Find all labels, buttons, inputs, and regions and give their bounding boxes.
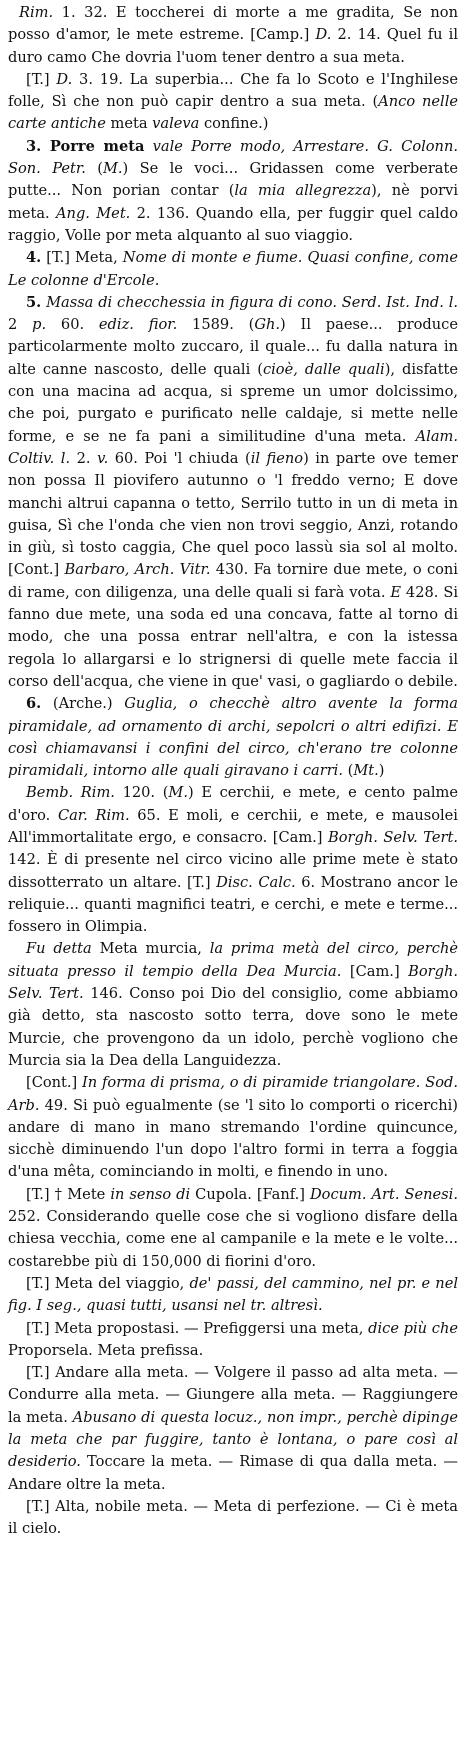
text-run: [T.] † Mete	[26, 1185, 111, 1203]
text-run: 430. Fa tornire due mete, o coni di rame, con diligenza, una delle quali si farà vota.	[8, 561, 458, 601]
italic-run: Borgh. Selv. Tert.	[8, 962, 459, 1003]
italic-run: vale Porre modo, Arrestare. G. Colonn. Son. Petr.	[8, 137, 458, 178]
text-run: 120. (	[114, 784, 169, 802]
italic-run: M.	[168, 784, 188, 802]
text-run: Cupola. [Fanf.]	[190, 1185, 310, 1203]
text-run: 428. Si fanno due mete, una soda ed una concava, fatte al torno di modo, che una possa entrar nell'altra, e con la istessa regola lo allargarsi e lo strignersi di quelle mete faccia il corso dell'acqua, che viene in que' vasi, o gagliardo o debile.	[8, 583, 459, 690]
text-run: (	[343, 762, 354, 780]
text-run: Toccare la meta. — Rimase di qua dalla meta. — Andare oltre la meta.	[8, 1453, 458, 1493]
entry-paragraph	[8, 69, 458, 136]
italic-run: Fu detta	[26, 940, 92, 958]
italic-run: in senso di	[110, 1185, 191, 1203]
bold-run: 6.	[26, 695, 42, 713]
italic-run: la mia allegrezza	[234, 182, 372, 200]
italic-run: Bemb. Rim.	[26, 784, 115, 802]
bold-run: 5.	[26, 293, 42, 311]
italic-run: de' passi, del cammino, nel pr. e nel fig. I seg., quasi tutti, usansi nel tr. altresì.	[8, 1274, 458, 1315]
text-run: 49. Si può egualmente (se 'l sito lo comporti o ricerchi) andare di mano in mano stremando l'ordine quincunce, sicchè diminuendo l'un dopo l'altro formi in terra a foggia d'una mêta, cominciando in molti, e finendo in uno.	[8, 1096, 458, 1181]
text-run: 2. 14. Quel fu il duro camo Che dovria l'uom tener dentro a sua meta.	[8, 26, 458, 66]
text-run: [T.]	[26, 70, 57, 88]
entry-paragraph	[8, 1496, 458, 1541]
entry-paragraph	[8, 1318, 458, 1363]
text-run: 6. Mostrano ancor le reliquie... quanti magnifici teatri, e cerchi, e mete e terme... fossero in Olimpia.	[8, 873, 458, 936]
text-run: 142. È di presente nel circo vicino alle prime mete è stato dissotterrato un altare. [T.]	[8, 851, 458, 891]
entry-paragraph	[8, 782, 458, 938]
italic-run: Barbaro, Arch. Vitr.	[64, 561, 211, 579]
text-run: [Cont.]	[26, 1074, 83, 1092]
italic-run: E	[390, 583, 402, 601]
text-run: [T.] Meta,	[41, 249, 123, 267]
entry-paragraph	[8, 292, 458, 693]
entry-paragraph	[8, 2, 458, 69]
italic-run: Ang. Met.	[56, 204, 131, 222]
entry-paragraph	[8, 136, 458, 247]
italic-run: dice più che	[368, 1319, 458, 1337]
text-run: 60.	[46, 316, 99, 334]
text-run: [T.] Meta propostasi. — Prefiggersi una meta,	[26, 1319, 369, 1337]
entry-paragraph	[8, 1273, 458, 1318]
text-run: 252. Considerando quelle cose che si vogliono disfare della chiesa vecchia, come ene al campanile e la mete e le volte... costarebbe più di 150,000 di fiorini d'oro.	[8, 1208, 458, 1270]
entry-paragraph	[8, 247, 458, 292]
italic-run: M.	[102, 160, 123, 178]
entry-paragraph	[8, 1184, 458, 1273]
text-run: Meta murcia,	[91, 940, 210, 958]
text-run: 146. Conso poi Dio del consiglio, come abbiamo già detto, sta nascosto sotto terra, dove sono le mete Murcie, che provengono da un idolo, perchè vogliono che Murcia sia la Dea della Languidezza.	[8, 985, 459, 1069]
italic-run: la prima metà del circo, perchè situata presso il tempio della Dea Murcia.	[8, 940, 458, 980]
italic-run: cioè, dalle quali	[262, 360, 385, 378]
entry-paragraph	[8, 693, 458, 782]
entry-paragraph	[8, 1362, 458, 1496]
italic-run: ediz. fior.	[98, 316, 178, 334]
text-run: 1. 32. E toccherei di morte a me gradita, Se non posso d'amor, le mete estreme. [Camp.]	[8, 4, 458, 44]
bold-run: 4.	[26, 249, 42, 267]
bold-run: 3. Porre meta	[26, 137, 145, 155]
text-run: 2. 136. Quando ella, per fuggir quel caldo raggio, Volle por meta alquanto al suo viaggio.	[8, 204, 458, 244]
italic-run: Car. Rim.	[57, 806, 130, 824]
text-run: 2.	[70, 449, 98, 467]
italic-run: Gh.	[254, 316, 281, 334]
text-run: )	[378, 762, 385, 780]
text-run: confine.)	[199, 115, 269, 133]
text-run: 2	[8, 316, 33, 334]
italic-run: Abusano di questa locuz., non impr., perchè dipinge la meta che par fuggire, tanto è lontana, o pare così al desiderio.	[8, 1408, 458, 1471]
entry-paragraph	[8, 938, 458, 1072]
text-run: ) Il paese... produce particolarmente molto zuccaro, il quale... fu dalla natura in alte canne nascosto, delle quali (	[8, 316, 458, 378]
italic-run: valeva	[152, 115, 200, 133]
text-run: meta	[105, 115, 153, 133]
text-run: 3. 19. La superbia... Che fa lo Scoto e l'Inghilese folle, Sì che non può capir dentro a sua meta. (	[8, 70, 458, 111]
italic-run: Alam. Coltiv. l.	[8, 427, 458, 467]
text-run: [T.] Meta del viaggio,	[26, 1274, 190, 1292]
text-run: ) Se le voci... Gridassen come verberate putte... Non porian contar (	[8, 160, 459, 200]
text-run: ), disfatte con una macina ad acqua, si spreme un umor dolcissimo, che poi, purgato e purificato nelle caldaje, si mette nelle forme, e se ne fa pani a similitudine d'una meta.	[8, 360, 458, 445]
entry-paragraph	[8, 1072, 458, 1183]
italic-run: In forma di prisma, o di piramide triangolare. Sod. Arb.	[8, 1074, 458, 1114]
italic-run: Anco nelle carte antiche	[8, 93, 458, 133]
italic-run: Guglia, o checchè altro avente la forma piramidale, ad ornamento di archi, sepolcri o altri edifizi. E così chiamavansi i confini del circo, ch'erano tre colonne piramidali, intorno alle quali giravano i carri.	[8, 695, 458, 780]
italic-run: il fieno	[250, 449, 304, 467]
text-run: [T.] Andare alla meta. — Volgere il passo ad alta meta. — Condurre alla meta. — Giungere alla meta. — Raggiungere la meta.	[8, 1364, 458, 1426]
italic-run: Borgh. Selv. Tert.	[327, 828, 458, 846]
text-run: 60. Poi 'l chiuda (	[108, 449, 251, 467]
italic-run: D.	[56, 70, 73, 88]
italic-run: Rim.	[19, 4, 54, 21]
italic-run: p.	[32, 316, 47, 334]
text-run	[144, 138, 152, 155]
text-run: ) in parte ove temer non possa Il piovifero autunno o 'l freddo verno; E dove manchi altrui capanna o tetto, Serrilo tutto in un di meta in guisa, Sì che l'onda che vien non trovi seggio, Anzi, rotando in giù, sì tosto caggia, Che quel poco lassù sia sol al molto. [Cont.]	[8, 449, 459, 579]
italic-run: D.	[315, 26, 332, 44]
italic-run: Massa di checchessia in figura di cono. Serd. Ist. Ind. l.	[46, 293, 458, 311]
text-run: (	[85, 160, 103, 178]
text-run: Proporsela. Meta prefissa.	[8, 1341, 204, 1359]
text-run: 1589. (	[177, 316, 255, 334]
text-run: 65. E moli, e cerchii, e mete, e mausolei All'immortalitate ergo, e consacro. [Cam.]	[8, 806, 458, 846]
italic-run: v.	[97, 449, 109, 467]
italic-run: Nome di monte e fiume. Quasi confine, come Le colonne d'Ercole.	[8, 249, 458, 289]
text-run: ), nè porvi meta.	[8, 182, 458, 222]
italic-run: Disc. Calc.	[216, 873, 296, 891]
italic-run: Mt.	[353, 762, 379, 780]
text-run: [Cam.]	[341, 962, 409, 980]
italic-run: Docum. Art. Senesi.	[309, 1185, 458, 1203]
text-run: (Arche.)	[41, 695, 125, 713]
text-run: [T.] Alta, nobile meta. — Meta di perfezione. — Ci è meta il cielo.	[8, 1497, 458, 1538]
text-run: ) E cerchii, e mete, e cento palme d'oro.	[8, 784, 459, 824]
